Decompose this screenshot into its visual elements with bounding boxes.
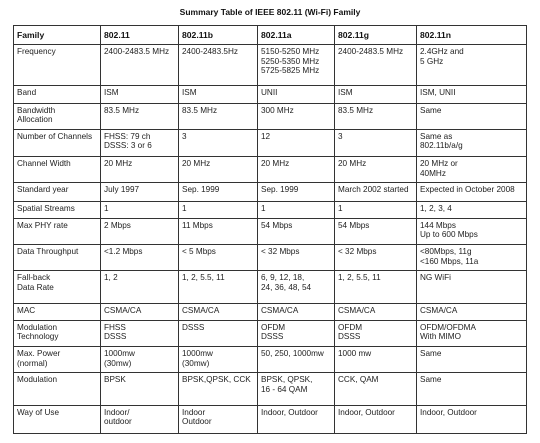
row-label: Data Throughput (14, 245, 101, 271)
header-cell-80211b: 802.11b (179, 26, 258, 45)
table-cell: 1 (179, 201, 258, 218)
table-row (14, 183, 527, 201)
row-label: Frequency (14, 45, 101, 86)
table-cell: 20 MHz (258, 157, 335, 183)
table-cell: < 5 Mbps (179, 245, 258, 271)
table-row (14, 347, 527, 373)
table-cell: 300 MHz (258, 103, 335, 129)
row-label: Channel Width (14, 157, 101, 183)
table-cell: Same (417, 103, 527, 129)
header-cell-80211n: 802.11n (417, 26, 527, 45)
table-cell: CSMA/CA (335, 303, 417, 320)
table-cell: 2400-2483.5 MHz (335, 45, 417, 86)
table-cell: 1, 2, 5.5, 11 (335, 271, 417, 303)
table-row (14, 157, 527, 183)
table-cell: Sep. 1999 (258, 183, 335, 201)
table-cell: BPSK (101, 373, 179, 405)
table-cell: 3 (179, 129, 258, 156)
table-cell: OFDM/OFDMA With MIMO (417, 320, 527, 346)
table-cell: 2400-2483.5Hz (179, 45, 258, 86)
table-cell: OFDM DSSS (258, 320, 335, 346)
row-label: MAC (14, 303, 101, 320)
row-label: Band (14, 86, 101, 103)
header-cell-80211: 802.11 (101, 26, 179, 45)
table-cell: 50, 250, 1000mw (258, 347, 335, 373)
table-cell: 20 MHz (179, 157, 258, 183)
table-cell: 1 (101, 201, 179, 218)
table-cell: FHSS DSSS (101, 320, 179, 346)
table-cell: Indoor Outdoor (179, 405, 258, 433)
table-cell: 1, 2 (101, 271, 179, 303)
table-cell: July 1997 (101, 183, 179, 201)
row-label: Modulation (14, 373, 101, 405)
table-cell: 2.4GHz and 5 GHz (417, 45, 527, 86)
table-cell: <80Mbps, 11g <160 Mbps, 11a (417, 245, 527, 271)
table-cell: 1, 2, 5.5, 11 (179, 271, 258, 303)
table-cell: Same (417, 373, 527, 405)
table-cell: 1000mw (30mw) (179, 347, 258, 373)
row-label: Fall-back Data Rate (14, 271, 101, 303)
header-cell-family: Family (14, 26, 101, 45)
table-cell: CSMA/CA (179, 303, 258, 320)
table-cell: Indoor, Outdoor (258, 405, 335, 433)
table-cell: ISM, UNII (417, 86, 527, 103)
table-cell: 20 MHz (335, 157, 417, 183)
table-cell: ISM (179, 86, 258, 103)
table-cell: Indoor, Outdoor (417, 405, 527, 433)
table-row (14, 45, 527, 86)
table-cell: 12 (258, 129, 335, 156)
table-cell: UNII (258, 86, 335, 103)
table-cell: < 32 Mbps (258, 245, 335, 271)
table-cell: <1.2 Mbps (101, 245, 179, 271)
table-row (14, 320, 527, 346)
summary-table-container (13, 25, 526, 434)
table-cell: ISM (335, 86, 417, 103)
table-cell: 54 Mbps (335, 218, 417, 244)
table-cell: 144 Mbps Up to 600 Mbps (417, 218, 527, 244)
table-cell: 1 (335, 201, 417, 218)
table-title: Summary Table of IEEE 802.11 (Wi-Fi) Family (179, 7, 361, 17)
table-cell: 1000 mw (335, 347, 417, 373)
table-cell: Expected in October 2008 (417, 183, 527, 201)
table-cell: 83.5 MHz (101, 103, 179, 129)
table-cell: 1, 2, 3, 4 (417, 201, 527, 218)
table-cell: Indoor/ outdoor (101, 405, 179, 433)
table-row (14, 218, 527, 244)
table-cell: CSMA/CA (101, 303, 179, 320)
table-row (14, 373, 527, 405)
table-cell: < 32 Mbps (335, 245, 417, 271)
header-cell-80211a: 802.11a (258, 26, 335, 45)
table-cell: 2 Mbps (101, 218, 179, 244)
table-cell: March 2002 started (335, 183, 417, 201)
table-cell: ISM (101, 86, 179, 103)
table-cell: CSMA/CA (417, 303, 527, 320)
row-label: Bandwidth Allocation (14, 103, 101, 129)
row-label: Modulation Technology (14, 320, 101, 346)
table-cell: CCK, QAM (335, 373, 417, 405)
table-row (14, 271, 527, 303)
table-cell: 5150-5250 MHz 5250-5350 MHz 5725-5825 MHz (258, 45, 335, 86)
header-row (14, 26, 527, 45)
summary-table (13, 25, 527, 434)
table-cell: Sep. 1999 (179, 183, 258, 201)
row-label: Way of Use (14, 405, 101, 433)
table-cell: 83.5 MHz (335, 103, 417, 129)
table-row (14, 103, 527, 129)
table-cell: Same as 802.11b/a/g (417, 129, 527, 156)
table-cell: Indoor, Outdoor (335, 405, 417, 433)
table-cell: FHSS: 79 ch DSSS: 3 or 6 (101, 129, 179, 156)
table-cell: 54 Mbps (258, 218, 335, 244)
table-cell: 83.5 MHz (179, 103, 258, 129)
table-row (14, 405, 527, 433)
table-cell: 1 (258, 201, 335, 218)
table-row (14, 86, 527, 103)
table-cell: DSSS (179, 320, 258, 346)
table-cell: NG WiFi (417, 271, 527, 303)
table-row (14, 245, 527, 271)
table-cell: 20 MHz (101, 157, 179, 183)
table-cell: CSMA/CA (258, 303, 335, 320)
row-label: Max PHY rate (14, 218, 101, 244)
table-cell: 11 Mbps (179, 218, 258, 244)
table-cell: 6, 9, 12, 18, 24, 36, 48, 54 (258, 271, 335, 303)
table-cell: OFDM DSSS (335, 320, 417, 346)
table-row (14, 129, 527, 156)
table-cell: 1000mw (30mw) (101, 347, 179, 373)
table-cell: 3 (335, 129, 417, 156)
header-cell-80211g: 802.11g (335, 26, 417, 45)
row-label: Standard year (14, 183, 101, 201)
table-cell: BPSK,QPSK, CCK (179, 373, 258, 405)
table-cell: BPSK, QPSK, 16 - 64 QAM (258, 373, 335, 405)
table-cell: 20 MHz or 40MHz (417, 157, 527, 183)
row-label: Max. Power (normal) (14, 347, 101, 373)
table-row (14, 201, 527, 218)
table-cell: 2400-2483.5 MHz (101, 45, 179, 86)
table-cell: Same (417, 347, 527, 373)
row-label: Number of Channels (14, 129, 101, 156)
table-row (14, 303, 527, 320)
row-label: Spatial Streams (14, 201, 101, 218)
